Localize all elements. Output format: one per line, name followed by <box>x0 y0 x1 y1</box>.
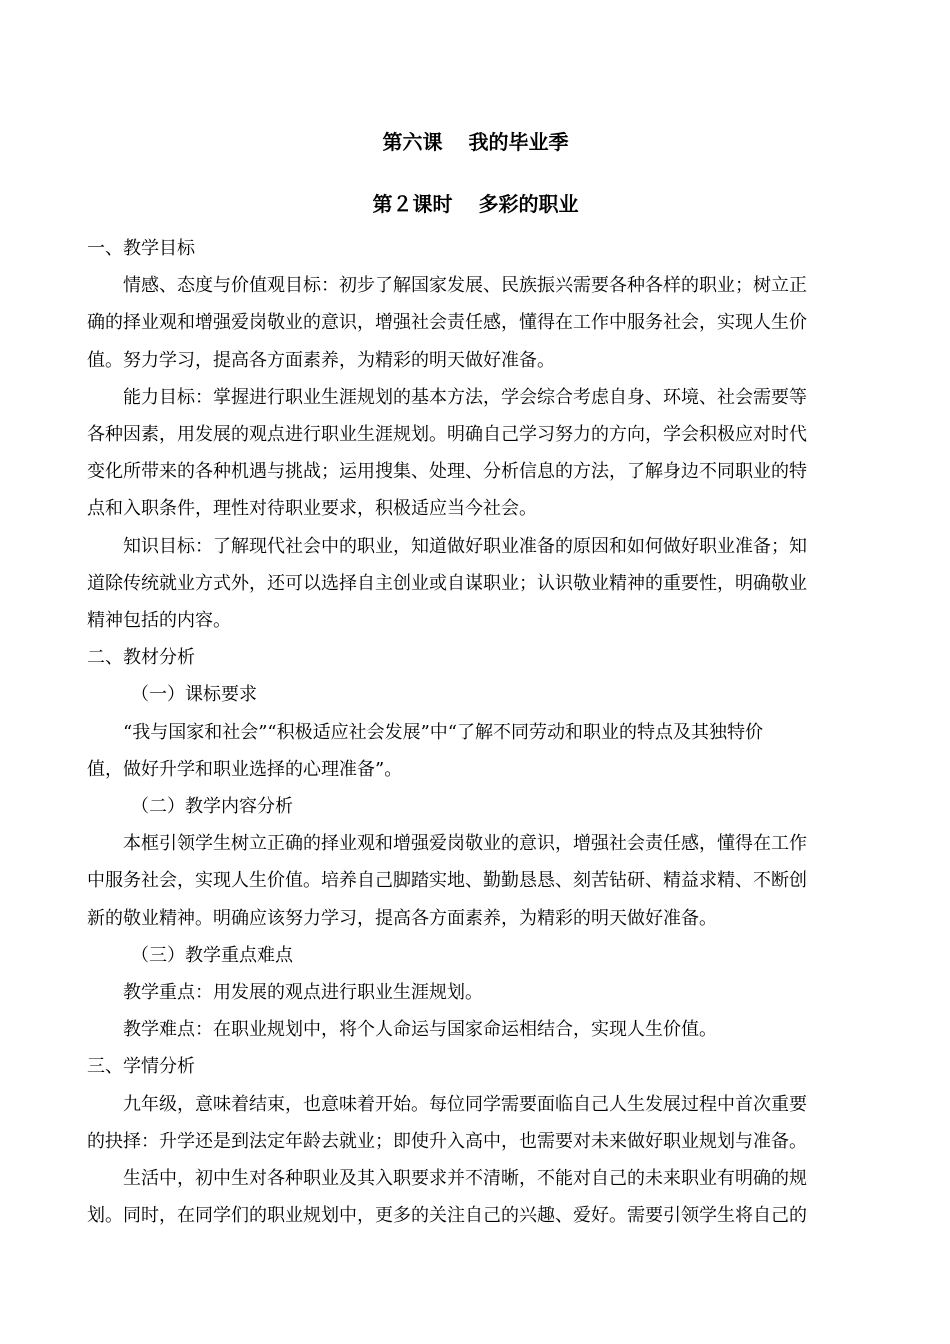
paragraph-line: 中服务社会，实现人生价值。培养自己脚踏实地、勤勤恳恳、刻苦钻研、精益求精、不断创 <box>87 870 807 892</box>
paragraph-line: “我与国家和社会”“积极适应社会发展”中“了解不同劳动和职业的特点及其独特价 <box>123 721 764 743</box>
paragraph-line: 点和入职条件，理性对待职业要求，积极适应当今社会。 <box>87 498 537 520</box>
paragraph-line: 确的择业观和增强爱岗敬业的意识，增强社会责任感，懂得在工作中服务社会，实现人生价 <box>87 312 807 334</box>
subsection-heading: （二）教学内容分析 <box>131 796 293 818</box>
paragraph-line: 的抉择：升学还是到法定年龄去就业；即使升入高中，也需要对未来做好职业规划与准备。 <box>87 1130 807 1152</box>
paragraph-line: 值，做好升学和职业选择的心理准备”。 <box>87 758 403 780</box>
section-heading: 二、教材分析 <box>87 647 195 669</box>
paragraph-line: 各种因素，用发展的观点进行职业生涯规划。明确自己学习努力的方向，学会积极应对时代 <box>87 424 807 446</box>
lesson-title <box>87 126 864 158</box>
lesson-number: 第六课 <box>382 130 443 154</box>
paragraph-line: 道除传统就业方式外，还可以选择自主创业或自谋职业；认识敬业精神的重要性，明确敬业 <box>87 572 807 594</box>
subsection-heading: （三）教学重点难点 <box>131 944 293 966</box>
paragraph-line: 情感、态度与价值观目标：初步了解国家发展、民族振兴需要各种各样的职业；树立正 <box>123 275 807 297</box>
paragraph-line: 能力目标：掌握进行职业生涯规划的基本方法，学会综合考虑自身、环境、社会需要等 <box>123 386 807 408</box>
paragraph-line: 本框引领学生树立正确的择业观和增强爱岗敬业的意识，增强社会责任感，懂得在工作 <box>123 833 807 855</box>
period-number: 第２课时 <box>372 192 453 216</box>
period-name: 多彩的职业 <box>478 192 579 216</box>
paragraph-line: 新的敬业精神。明确应该努力学习，提高各方面素养，为精彩的明天做好准备。 <box>87 907 717 929</box>
paragraph-line: 知识目标：了解现代社会中的职业，知道做好职业准备的原因和如何做好职业准备；知 <box>123 535 807 557</box>
paragraph-line: 教学难点：在职业规划中，将个人命运与国家命运相结合，实现人生价值。 <box>123 1019 717 1041</box>
paragraph-line: 变化所带来的各种机遇与挑战；运用搜集、处理、分析信息的方法，了解身边不同职业的特 <box>87 461 807 483</box>
paragraph-line: 精神包括的内容。 <box>87 610 231 632</box>
paragraph-line: 划。同时，在同学们的职业规划中，更多的关注自己的兴趣、爱好。需要引领学生将自己的 <box>87 1205 807 1227</box>
paragraph-line: 值。努力学习，提高各方面素养，为精彩的明天做好准备。 <box>87 349 555 371</box>
period-title <box>87 188 864 220</box>
section-heading: 一、教学目标 <box>87 238 195 259</box>
lesson-name: 我的毕业季 <box>468 130 569 154</box>
subsection-heading: （一）课标要求 <box>131 684 257 706</box>
section-heading: 三、学情分析 <box>87 1056 195 1078</box>
paragraph-line: 九年级，意味着结束，也意味着开始。每位同学需要面临自己人生发展过程中首次重要 <box>123 1093 807 1115</box>
paragraph-line: 教学重点：用发展的观点进行职业生涯规划。 <box>123 982 483 1004</box>
paragraph-line: 生活中，初中生对各种职业及其入职要求并不清晰，不能对自己的未来职业有明确的规 <box>123 1168 807 1190</box>
